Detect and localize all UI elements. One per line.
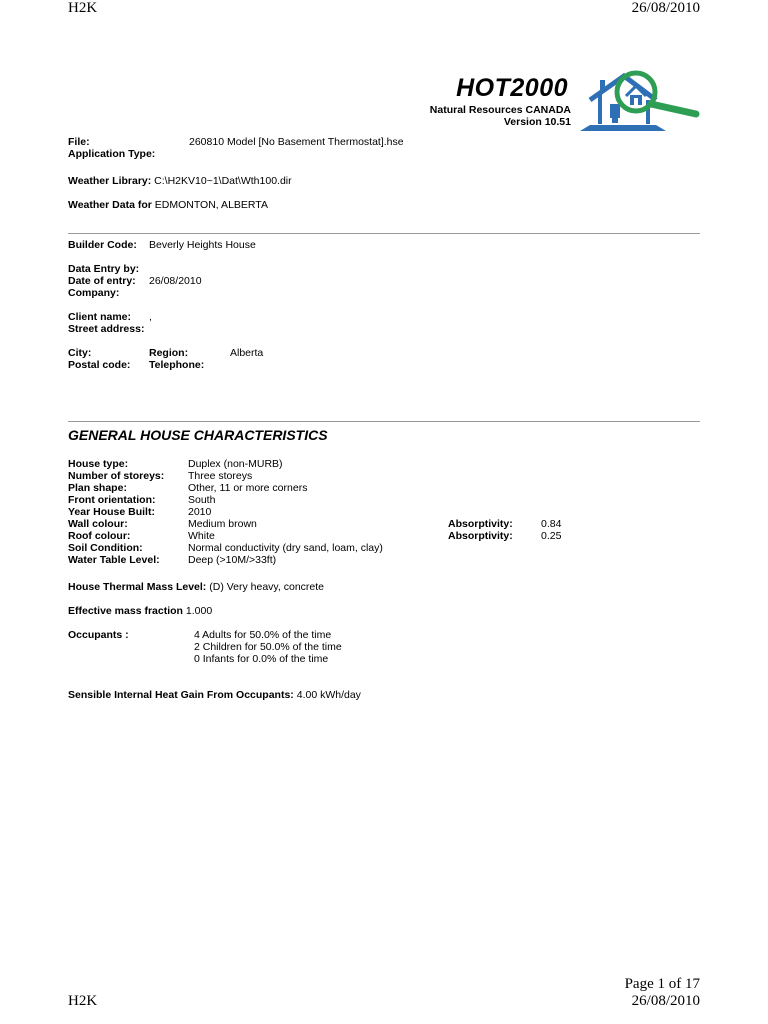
postal-code-label: Postal code: <box>68 359 131 371</box>
section-divider <box>68 421 700 422</box>
roof-absorptivity-value: 0.25 <box>541 530 562 542</box>
soil-condition-label: Soil Condition: <box>68 542 143 554</box>
house-type-label: House type: <box>68 458 129 470</box>
data-entry-label: Data Entry by: <box>68 263 140 275</box>
section-heading: GENERAL HOUSE CHARACTERISTICS <box>68 427 328 443</box>
logo-title: HOT2000 <box>456 74 568 102</box>
weather-data-label: Weather Data for <box>68 199 152 211</box>
thermal-mass-line <box>68 581 324 593</box>
heat-gain-value: 4.00 kWh/day <box>296 689 361 701</box>
soil-condition-value: Normal conductivity (dry sand, loam, clay) <box>188 542 383 554</box>
mass-fraction-line <box>68 605 212 617</box>
plan-shape-value: Other, 11 or more corners <box>188 482 308 494</box>
file-value: 260810 Model [No Basement Thermostat].hse <box>189 136 404 148</box>
application-type-label: Application Type: <box>68 148 156 160</box>
mass-fraction-value: 1.000 <box>185 605 213 617</box>
water-table-label: Water Table Level: <box>68 554 160 566</box>
roof-colour-label: Roof colour: <box>68 530 131 542</box>
logo-version: Version 10.51 <box>503 116 571 128</box>
water-table-value: Deep (>10M/>33ft) <box>188 554 277 566</box>
telephone-label: Telephone: <box>149 359 205 371</box>
client-name-value: , <box>149 311 152 323</box>
builder-code-value: Beverly Heights House <box>149 239 256 251</box>
year-built-value: 2010 <box>188 506 212 518</box>
client-name-label: Client name: <box>68 311 132 323</box>
occupants-label: Occupants : <box>68 629 129 641</box>
thermal-mass-value: (D) Very heavy, concrete <box>209 581 325 593</box>
mass-fraction-label: Effective mass fraction <box>68 605 183 617</box>
front-orientation-value: South <box>188 494 216 506</box>
region-value: Alberta <box>230 347 264 359</box>
footer-left: H2K <box>68 993 98 1009</box>
company-label: Company: <box>68 287 120 299</box>
weather-library-label: Weather Library: <box>68 175 152 187</box>
storeys-label: Number of storeys: <box>68 470 165 482</box>
weather-data-line <box>68 199 268 211</box>
header-left: H2K <box>68 0 98 16</box>
section-divider <box>68 233 700 234</box>
plan-shape-label: Plan shape: <box>68 482 127 494</box>
house-type-value: Duplex (non-MURB) <box>188 458 283 470</box>
wall-absorptivity-label: Absorptivity: <box>448 518 513 530</box>
builder-code-label: Builder Code: <box>68 239 137 251</box>
date-of-entry-label: Date of entry: <box>68 275 136 287</box>
occupants-adults: 4 Adults for 50.0% of the time <box>194 629 332 641</box>
date-of-entry-value: 26/08/2010 <box>149 275 202 287</box>
weather-data-value: EDMONTON, ALBERTA <box>154 199 268 211</box>
file-label: File: <box>68 136 90 148</box>
roof-absorptivity-label: Absorptivity: <box>448 530 513 542</box>
street-address-label: Street address: <box>68 323 145 335</box>
front-orientation-label: Front orientation: <box>68 494 156 506</box>
city-label: City: <box>68 347 92 359</box>
weather-library-value: C:\H2KV10~1\Dat\Wth100.dir <box>154 175 292 187</box>
footer-date: 26/08/2010 <box>631 993 700 1009</box>
region-label: Region: <box>149 347 189 359</box>
wall-colour-label: Wall colour: <box>68 518 128 530</box>
wall-colour-value: Medium brown <box>188 518 257 530</box>
logo-org: Natural Resources CANADA <box>429 104 571 116</box>
thermal-mass-label: House Thermal Mass Level: <box>68 581 207 593</box>
heat-gain-label: Sensible Internal Heat Gain From Occupants: <box>68 689 294 701</box>
occupants-children: 2 Children for 50.0% of the time <box>194 641 342 653</box>
header-date: 26/08/2010 <box>631 0 700 16</box>
heat-gain-line <box>68 689 361 701</box>
roof-colour-value: White <box>188 530 215 542</box>
weather-library-line <box>68 175 292 187</box>
hot2000-logo-icon <box>576 64 702 134</box>
page-number: Page 1 of 17 <box>624 976 700 992</box>
storeys-value: Three storeys <box>188 470 253 482</box>
wall-absorptivity-value: 0.84 <box>541 518 562 530</box>
year-built-label: Year House Built: <box>68 506 155 518</box>
occupants-infants: 0 Infants for 0.0% of the time <box>194 653 329 665</box>
